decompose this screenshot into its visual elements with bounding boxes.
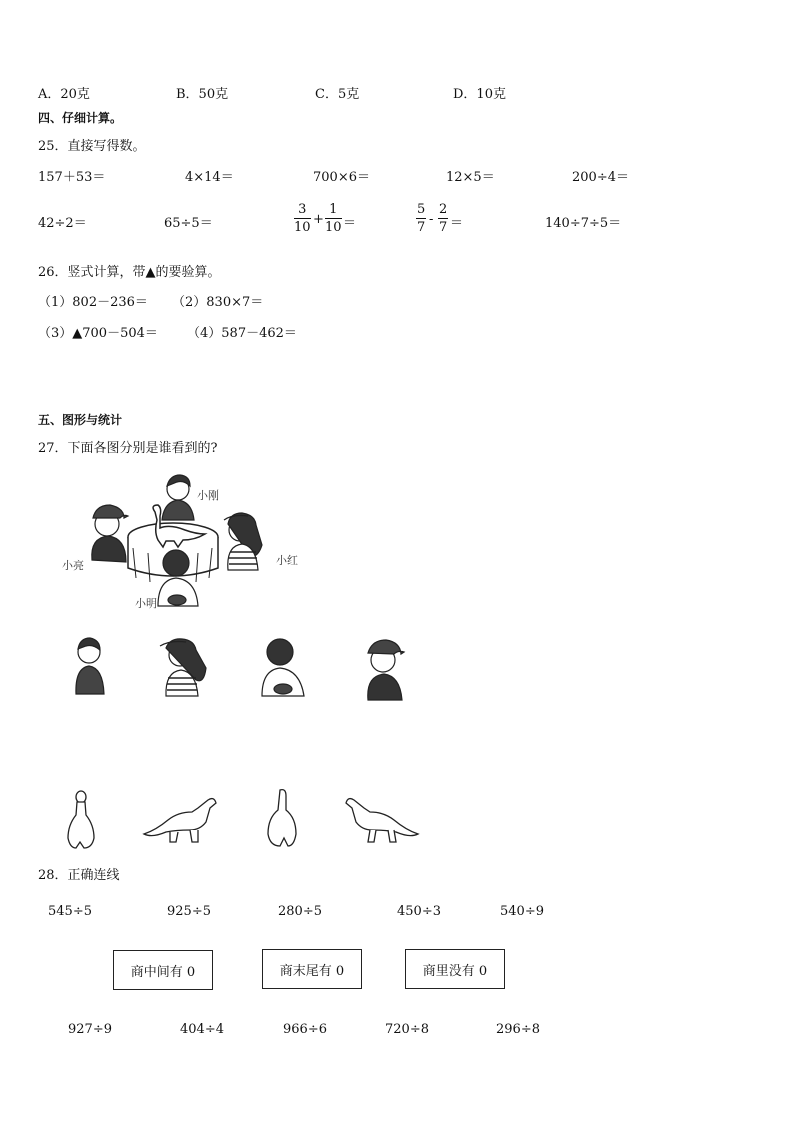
q25-item-2: 4×14＝ — [185, 170, 234, 185]
round-table — [128, 523, 218, 582]
option-c: C．5克 — [315, 87, 360, 102]
q28-top-1: 545÷5 — [48, 904, 92, 919]
equals-sign: ＝ — [343, 216, 357, 231]
option-d: D．10克 — [453, 87, 506, 102]
child-figure-3 — [262, 639, 304, 696]
q28-box-no-zero[interactable]: 商里没有 0 — [405, 949, 505, 989]
dinosaur-front-view — [68, 791, 94, 848]
q28-bottom-1: 927÷9 — [68, 1022, 112, 1037]
child-left — [92, 505, 128, 562]
q28-top-5: 540÷9 — [500, 904, 544, 919]
equals-sign: ＝ — [450, 216, 464, 231]
q28-bottom-2: 404÷4 — [180, 1022, 224, 1037]
q28-box-middle-zero[interactable]: 商中间有 0 — [113, 950, 213, 990]
fraction-5-7: $\frac{5}{7}$ — [417, 202, 426, 235]
dinosaur-side-view-right — [144, 799, 216, 842]
q25-item-5: 200÷4＝ — [572, 170, 629, 185]
q25-item-10: 140÷7÷5＝ — [545, 216, 622, 231]
dinosaur-side-view-left — [346, 799, 418, 842]
q28-bottom-3: 966÷6 — [283, 1022, 327, 1037]
label-xiaohong: 小红 — [276, 554, 298, 567]
fraction-3-10: $\frac{3}{10}$ — [294, 202, 311, 235]
dinosaur-back-view — [268, 790, 296, 846]
q25-title: 25．直接写得数。 — [38, 139, 146, 154]
q28-bottom-4: 720÷8 — [385, 1022, 429, 1037]
label-xiaogang: 小刚 — [197, 489, 219, 502]
plus-sign: + — [313, 212, 324, 227]
q26-title: 26．竖式计算，带▲的要验算。 — [38, 265, 221, 280]
minus-sign: - — [429, 212, 434, 227]
fraction-2-7: $\frac{2}{7}$ — [439, 202, 448, 235]
q25-item-4: 12×5＝ — [446, 170, 495, 185]
child-right — [224, 513, 262, 570]
q28-top-4: 450÷3 — [397, 904, 441, 919]
label-xiaoming: 小明 — [135, 597, 157, 610]
q25-item-3: 700×6＝ — [313, 170, 370, 185]
child-figure-1 — [76, 638, 104, 694]
child-top — [162, 475, 194, 520]
option-a: A．20克 — [38, 87, 90, 102]
label-xiaoliang: 小亮 — [62, 559, 84, 572]
child-figure-4 — [368, 640, 404, 700]
q25-item-7: 65÷5＝ — [164, 216, 213, 231]
section-4-title: 四、仔细计算。 — [38, 111, 123, 125]
q28-top-2: 925÷5 — [167, 904, 211, 919]
q27-title: 27．下面各图分别是谁看到的? — [38, 441, 218, 456]
child-figure-2 — [160, 639, 206, 696]
fraction-1-10: $\frac{1}{10}$ — [325, 202, 342, 235]
q25-item-1: 157＋53＝ — [38, 170, 106, 185]
q28-bottom-5: 296÷8 — [496, 1022, 540, 1037]
q28-box-end-zero[interactable]: 商末尾有 0 — [262, 949, 362, 989]
q26-item-1: （1）802－236＝ — [38, 295, 148, 310]
option-b: B．50克 — [176, 87, 229, 102]
dinosaur-on-table — [153, 505, 205, 547]
q26-item-4: （4）587－462＝ — [187, 326, 297, 341]
q28-top-3: 280÷5 — [278, 904, 322, 919]
child-bottom — [158, 550, 198, 606]
section-5-title: 五、图形与统计 — [38, 413, 123, 427]
q26-item-2: （2）830×7＝ — [172, 295, 264, 310]
q25-item-6: 42÷2＝ — [38, 216, 87, 231]
q28-title: 28．正确连线 — [38, 868, 120, 883]
q26-item-3: （3）▲700－504＝ — [38, 326, 158, 341]
